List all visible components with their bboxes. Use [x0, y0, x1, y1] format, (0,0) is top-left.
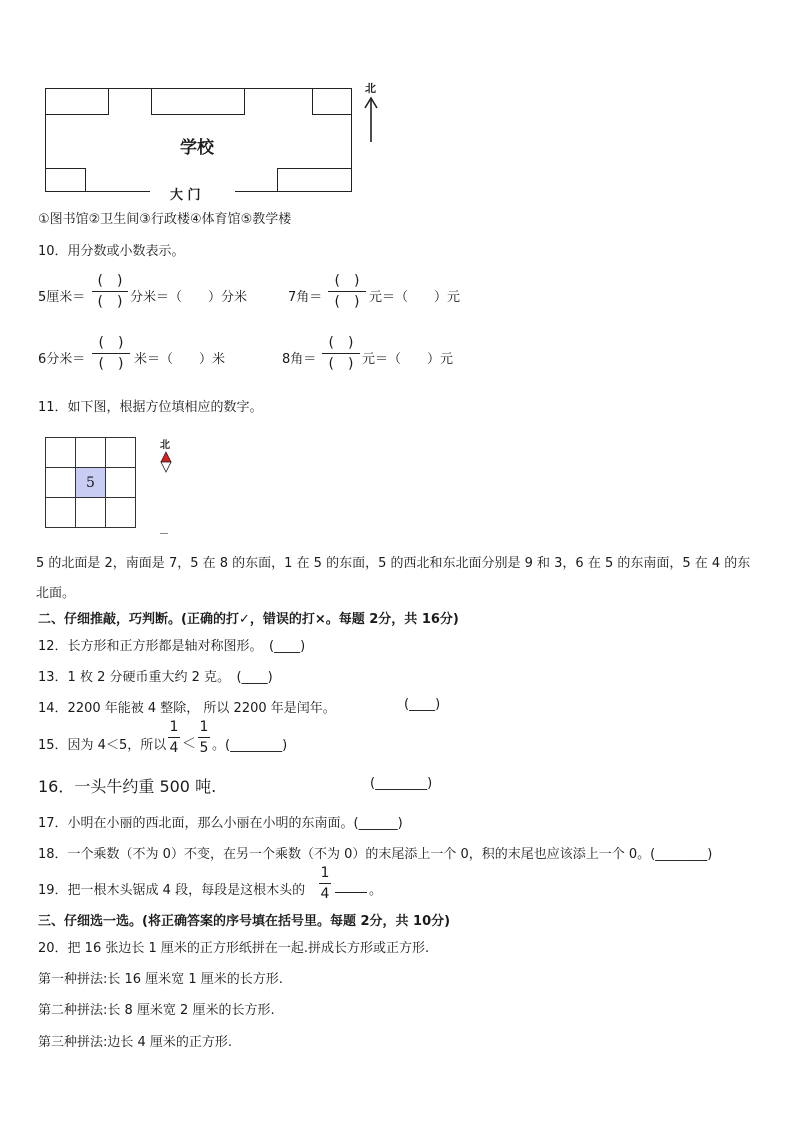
fraction-blank[interactable]: ( ) ( ): [322, 334, 360, 373]
q10-r2-right-b: 元＝（ ）元: [362, 352, 454, 367]
fraction-one-quarter: 1 4: [169, 719, 179, 756]
q18: 18．一个乘数（不为 0）不变，在另一个乘数（不为 0）的末尾添上一个 0，积的末尾也应该添上一个 0。(________): [38, 847, 713, 862]
grid-cell[interactable]: [106, 498, 136, 528]
grid-north-label: 北: [160, 440, 170, 451]
q19-suffix: 。: [369, 883, 383, 898]
q14: 14．2200 年能被 4 整除， 所以 2200 年是闰年。: [38, 701, 336, 716]
building-2: [151, 88, 245, 115]
q11-clue-line-2: 北面。: [36, 586, 76, 601]
q10-r1-left-a: 5厘米＝: [38, 290, 86, 305]
q11-clue-line-1: 5 的北面是 2，南面是 7，5 在 8 的东面，1 在 5 的东面，5 的西北和东北面分别是 9 和 3，6 在 5 的东南面，5 在 4 的东: [36, 556, 751, 571]
section-3-heading: 三、仔细选一选。(将正确答案的序号填在括号里。每题 2分，共 10分): [38, 914, 451, 929]
q10-r1-right-a: 7角＝: [288, 290, 323, 305]
q10-r2-right-a: 8角＝: [282, 352, 317, 367]
grid-cell-center: 5: [76, 468, 106, 498]
q20-prompt: 20．把 16 张边长 1 厘米的正方形纸拼在一起.拼成长方形或正方形.: [38, 941, 430, 956]
fraction-blank[interactable]: ( ) ( ): [328, 272, 366, 311]
q19-answer-blank[interactable]: [335, 878, 367, 897]
building-4: [45, 168, 86, 192]
q16: 16．一头牛约重 500 吨.: [38, 777, 217, 796]
less-than-sign: ＜: [182, 736, 196, 752]
fraction-one-quarter: 1 4: [320, 865, 330, 902]
divider: [160, 533, 168, 534]
q10-prompt: 10．用分数或小数表示。: [38, 244, 185, 259]
q11-prompt: 11．如下图，根据方位填相应的数字。: [38, 400, 263, 415]
q14-answer-blank[interactable]: (____): [404, 697, 441, 712]
gate-label: 大 门: [170, 188, 201, 203]
grid-cell[interactable]: [46, 498, 76, 528]
north-arrow-icon: [364, 96, 378, 144]
q10-r1-right-b: 元＝（ ）元: [369, 290, 461, 305]
q20-method-2: 第二种拼法:长 8 厘米宽 2 厘米的长方形.: [38, 1003, 275, 1018]
direction-grid: [45, 437, 136, 528]
q10-r2-left-b: 米＝（ ）米: [134, 352, 226, 367]
fraction-one-fifth: 1 5: [199, 719, 209, 756]
grid-cell[interactable]: [76, 438, 106, 468]
grid-cell[interactable]: [106, 468, 136, 498]
north-label: 北: [365, 82, 376, 95]
q16-answer-blank[interactable]: (________): [370, 776, 433, 791]
q10-r1-left-b: 分米＝（ ）分米: [130, 290, 248, 305]
section-2-heading: 二、仔细推敲，巧判断。(正确的打✓，错误的打×。每题 2分，共 16分): [38, 612, 459, 627]
map-legend: ①图书馆②卫生间③行政楼④体育馆⑤教学楼: [38, 212, 292, 227]
grid-cell[interactable]: [46, 468, 76, 498]
q20-method-1: 第一种拼法:长 16 厘米宽 1 厘米的长方形.: [38, 972, 283, 987]
grid-cell[interactable]: [106, 438, 136, 468]
fraction-blank[interactable]: ( ) ( ): [92, 334, 130, 373]
building-1: [45, 88, 109, 115]
school-label: 学校: [180, 138, 214, 158]
grid-cell[interactable]: [76, 498, 106, 528]
q10-r2-left-a: 6分米＝: [38, 352, 86, 367]
compass-icon: [160, 451, 172, 473]
q19-prefix: 19．把一根木头锯成 4 段，每段是这根木头的: [38, 883, 306, 898]
fraction-blank[interactable]: ( ) ( ): [92, 272, 128, 311]
building-5: [277, 168, 352, 192]
q12: 12．长方形和正方形都是轴对称图形。 (____): [38, 639, 306, 654]
q13: 13．1 枚 2 分硬币重大约 2 克。 (____): [38, 670, 273, 685]
building-3: [312, 88, 352, 115]
q15-answer-blank[interactable]: 。(________): [212, 738, 288, 753]
q20-method-3: 第三种拼法:边长 4 厘米的正方形.: [38, 1035, 233, 1050]
grid-cell[interactable]: [46, 438, 76, 468]
q17: 17．小明在小丽的西北面，那么小丽在小明的东南面。(______): [38, 816, 403, 831]
q15-prefix: 15．因为 4＜5，所以: [38, 738, 167, 753]
